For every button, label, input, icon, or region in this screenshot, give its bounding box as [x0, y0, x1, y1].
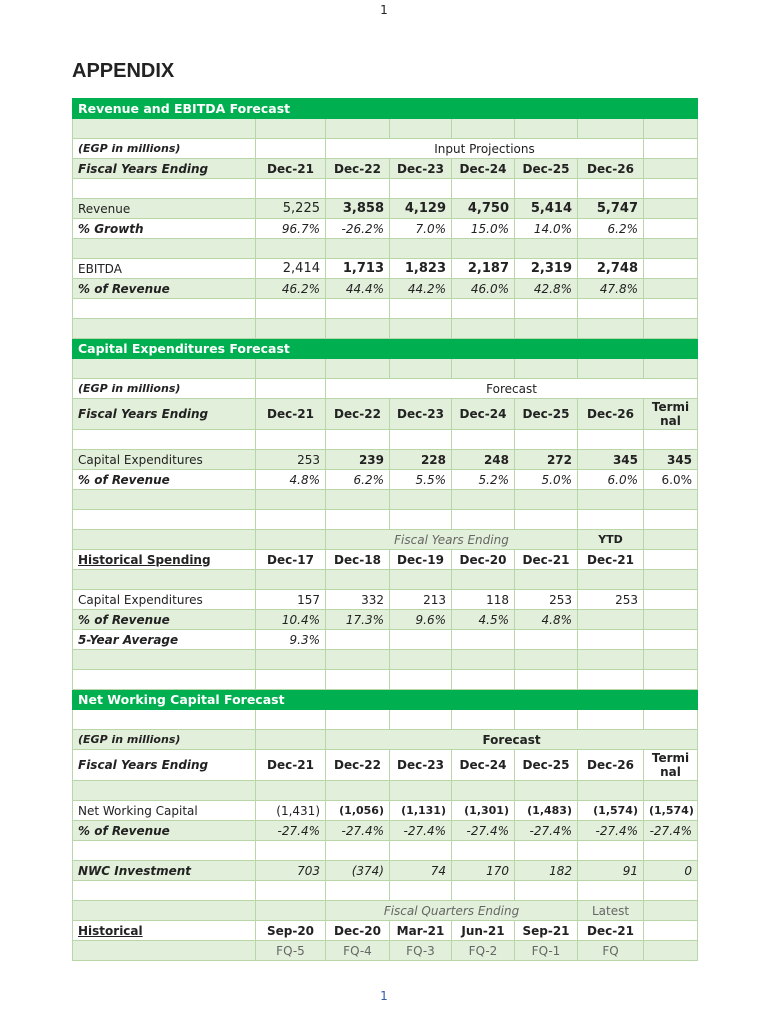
years-header-row — [73, 399, 698, 430]
year-cell: Dec-26 — [578, 750, 644, 781]
row-label: % of Revenue — [73, 470, 256, 490]
value-cell: 74 — [390, 861, 452, 881]
row-label: Net Working Capital — [73, 801, 256, 821]
year-cell: Dec-22 — [326, 750, 390, 781]
value-cell: 5.2% — [452, 470, 515, 490]
value-cell: (1,483) — [515, 801, 578, 821]
value-cell: 5,414 — [515, 199, 578, 219]
spacer-row — [73, 510, 698, 530]
spacer-row — [73, 359, 698, 379]
year-cell: Dec-26 — [578, 159, 644, 179]
value-cell: 4,750 — [452, 199, 515, 219]
year-cell: Dec-23 — [390, 399, 452, 430]
value-cell: 272 — [515, 450, 578, 470]
appendix-table — [72, 98, 698, 961]
fiscal-years-label: Fiscal Years Ending — [73, 750, 256, 781]
page-number-bottom: 1 — [380, 989, 388, 1003]
value-cell: 5,747 — [578, 199, 644, 219]
year-cell: Dec-25 — [515, 159, 578, 179]
row-label: Capital Expenditures — [73, 450, 256, 470]
spacer-row — [73, 299, 698, 319]
pct-row — [73, 470, 698, 490]
value-cell: 345 — [644, 450, 698, 470]
hist-years-row — [73, 550, 698, 570]
value-cell: 46.2% — [256, 279, 326, 299]
quarter-cell: Dec-21 — [578, 921, 644, 941]
value-cell: 7.0% — [390, 219, 452, 239]
value-cell: 44.4% — [326, 279, 390, 299]
value-cell: 345 — [578, 450, 644, 470]
spacer-row — [73, 119, 698, 139]
value-cell: (1,056) — [326, 801, 390, 821]
unit-label: (EGP in millions) — [73, 379, 256, 399]
value-cell: 4.8% — [515, 610, 578, 630]
year-cell: Dec-17 — [256, 550, 326, 570]
spacer-row — [73, 179, 698, 199]
year-cell: Dec-21 — [256, 159, 326, 179]
fq-cell: FQ-5 — [256, 941, 326, 961]
value-cell: -27.4% — [515, 821, 578, 841]
spacer-row — [73, 239, 698, 259]
margin-row — [73, 279, 698, 299]
year-cell: Dec-22 — [326, 399, 390, 430]
capex-section-title: Capital Expenditures Forecast — [73, 339, 390, 359]
year-cell: Dec-25 — [515, 399, 578, 430]
value-cell: 182 — [515, 861, 578, 881]
value-cell: 42.8% — [515, 279, 578, 299]
terminal-header: Termi nal — [644, 750, 698, 781]
value-cell: 4.5% — [452, 610, 515, 630]
section-header-capex — [73, 339, 698, 359]
value-cell: 9.3% — [256, 630, 326, 650]
hist-group-row — [73, 530, 698, 550]
quarter-cell: Mar-21 — [390, 921, 452, 941]
hist-pct-row — [73, 610, 698, 630]
value-cell: 1,823 — [390, 259, 452, 279]
row-label: % of Revenue — [73, 279, 256, 299]
quarter-cell: Dec-20 — [326, 921, 390, 941]
group-label: Forecast — [326, 379, 698, 399]
ebitda-row — [73, 259, 698, 279]
unit-row — [73, 379, 698, 399]
value-cell: 239 — [326, 450, 390, 470]
value-cell: 6.0% — [578, 470, 644, 490]
value-cell: 157 — [256, 590, 326, 610]
value-cell: 2,414 — [256, 259, 326, 279]
value-cell: -27.4% — [452, 821, 515, 841]
value-cell: 253 — [256, 450, 326, 470]
value-cell: 6.0% — [644, 470, 698, 490]
nwc-section-title: Net Working Capital Forecast — [73, 690, 390, 710]
section-header-revenue — [73, 99, 698, 119]
value-cell: 228 — [390, 450, 452, 470]
unit-label: (EGP in millions) — [73, 730, 256, 750]
value-cell: 9.6% — [390, 610, 452, 630]
value-cell: 5,225 — [256, 199, 326, 219]
year-cell: Dec-24 — [452, 750, 515, 781]
year-cell: Dec-19 — [390, 550, 452, 570]
value-cell: (374) — [326, 861, 390, 881]
value-cell: -27.4% — [326, 821, 390, 841]
unit-row — [73, 139, 698, 159]
value-cell: 213 — [390, 590, 452, 610]
years-header-row — [73, 159, 698, 179]
year-cell: Dec-24 — [452, 159, 515, 179]
value-cell: 4,129 — [390, 199, 452, 219]
value-cell: 2,748 — [578, 259, 644, 279]
spacer-row — [73, 841, 698, 861]
row-label: NWC Investment — [73, 861, 256, 881]
hist-label: Historical — [73, 921, 256, 941]
value-cell: -27.4% — [390, 821, 452, 841]
value-cell: (1,131) — [390, 801, 452, 821]
fq-cell: FQ-1 — [515, 941, 578, 961]
year-cell: Dec-23 — [390, 750, 452, 781]
quarters-group-label: Fiscal Quarters Ending — [326, 901, 578, 921]
year-cell: Dec-18 — [326, 550, 390, 570]
value-cell: 253 — [578, 590, 644, 610]
value-cell: -26.2% — [326, 219, 390, 239]
fiscal-years-label: Fiscal Years Ending — [73, 159, 256, 179]
value-cell: 14.0% — [515, 219, 578, 239]
value-cell: 15.0% — [452, 219, 515, 239]
fq-cell: FQ-4 — [326, 941, 390, 961]
unit-label: (EGP in millions) — [73, 139, 256, 159]
value-cell: (1,431) — [256, 801, 326, 821]
value-cell: 253 — [515, 590, 578, 610]
pct-row — [73, 821, 698, 841]
nwc-row — [73, 801, 698, 821]
unit-row — [73, 730, 698, 750]
year-cell: Dec-20 — [452, 550, 515, 570]
spacer-row — [73, 710, 698, 730]
quarters-group-row — [73, 901, 698, 921]
avg-row — [73, 630, 698, 650]
value-cell: (1,574) — [644, 801, 698, 821]
year-cell: Dec-26 — [578, 399, 644, 430]
value-cell: 2,319 — [515, 259, 578, 279]
row-label: Revenue — [73, 199, 256, 219]
spacer-row — [73, 570, 698, 590]
value-cell: (1,574) — [578, 801, 644, 821]
spacer-row — [73, 319, 698, 339]
row-label: % of Revenue — [73, 610, 256, 630]
growth-row — [73, 219, 698, 239]
value-cell: -27.4% — [256, 821, 326, 841]
value-cell: 118 — [452, 590, 515, 610]
row-label: Capital Expenditures — [73, 590, 256, 610]
year-cell: Dec-24 — [452, 399, 515, 430]
row-label: % of Revenue — [73, 821, 256, 841]
value-cell: 96.7% — [256, 219, 326, 239]
capex-row — [73, 450, 698, 470]
fq-row — [73, 941, 698, 961]
value-cell: 17.3% — [326, 610, 390, 630]
value-cell: 0 — [644, 861, 698, 881]
fq-cell: FQ — [578, 941, 644, 961]
value-cell: -27.4% — [644, 821, 698, 841]
spacer-row — [73, 650, 698, 670]
year-cell: Dec-21 — [515, 550, 578, 570]
value-cell: 4.8% — [256, 470, 326, 490]
row-label: % Growth — [73, 219, 256, 239]
year-cell: Dec-21 — [256, 750, 326, 781]
value-cell: 5.5% — [390, 470, 452, 490]
hist-label: Historical Spending — [73, 550, 256, 570]
terminal-header: Termi nal — [644, 399, 698, 430]
spacer-row — [73, 781, 698, 801]
value-cell: 1,713 — [326, 259, 390, 279]
value-cell: 703 — [256, 861, 326, 881]
quarter-cell: Sep-21 — [515, 921, 578, 941]
value-cell: 6.2% — [326, 470, 390, 490]
value-cell: 47.8% — [578, 279, 644, 299]
spacer-row — [73, 490, 698, 510]
group-label: Input Projections — [326, 139, 644, 159]
value-cell: 10.4% — [256, 610, 326, 630]
hist-group-label: Fiscal Years Ending — [326, 530, 578, 550]
page-title: APPENDIX — [72, 60, 175, 82]
value-cell: 2,187 — [452, 259, 515, 279]
nwc-investment-row — [73, 861, 698, 881]
value-cell: 6.2% — [578, 219, 644, 239]
revenue-section-title: Revenue and EBITDA Forecast — [73, 99, 698, 119]
quarter-cell: Sep-20 — [256, 921, 326, 941]
fq-cell: FQ-2 — [452, 941, 515, 961]
year-cell: Dec-22 — [326, 159, 390, 179]
value-cell: 5.0% — [515, 470, 578, 490]
spacer-row — [73, 881, 698, 901]
latest-label: Latest — [578, 901, 644, 921]
spacer-row — [73, 430, 698, 450]
row-label: 5-Year Average — [73, 630, 256, 650]
fq-cell: FQ-3 — [390, 941, 452, 961]
revenue-row — [73, 199, 698, 219]
spacer-row — [73, 670, 698, 690]
ytd-label: YTD — [578, 530, 644, 550]
year-cell: Dec-25 — [515, 750, 578, 781]
value-cell: -27.4% — [578, 821, 644, 841]
quarters-row — [73, 921, 698, 941]
fiscal-years-label: Fiscal Years Ending — [73, 399, 256, 430]
value-cell: 3,858 — [326, 199, 390, 219]
value-cell: 46.0% — [452, 279, 515, 299]
hist-capex-row — [73, 590, 698, 610]
section-header-nwc — [73, 690, 698, 710]
value-cell: 248 — [452, 450, 515, 470]
year-cell: Dec-23 — [390, 159, 452, 179]
value-cell: 91 — [578, 861, 644, 881]
value-cell: 44.2% — [390, 279, 452, 299]
row-label: EBITDA — [73, 259, 256, 279]
value-cell: 170 — [452, 861, 515, 881]
group-label: Forecast — [326, 730, 698, 750]
year-cell: Dec-21 — [578, 550, 644, 570]
value-cell: (1,301) — [452, 801, 515, 821]
value-cell: 332 — [326, 590, 390, 610]
quarter-cell: Jun-21 — [452, 921, 515, 941]
years-header-row — [73, 750, 698, 781]
year-cell: Dec-21 — [256, 399, 326, 430]
page-number-top: 1 — [380, 3, 388, 17]
